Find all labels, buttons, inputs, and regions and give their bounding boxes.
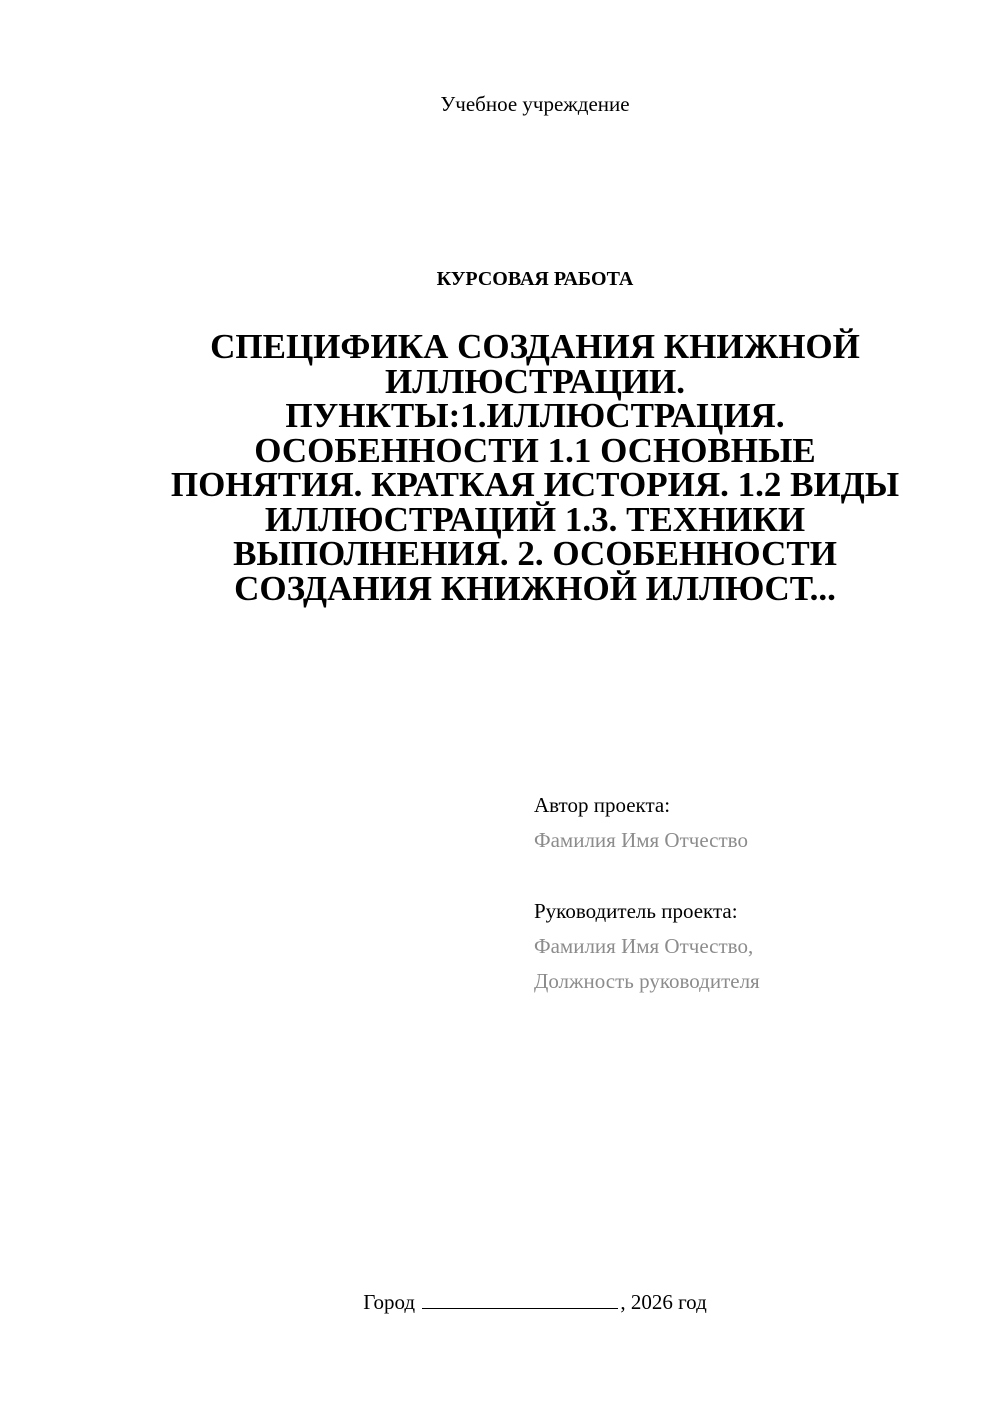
city-blank-line (422, 1290, 618, 1309)
author-label: Автор проекта: (534, 793, 671, 817)
work-type-heading: КУРСОВАЯ РАБОТА (436, 268, 634, 290)
people-block (534, 788, 760, 999)
city-label: Город (363, 1290, 416, 1314)
supervisor-label: Руководитель проекта: (534, 899, 738, 923)
supervisor-position: Должность руководителя (534, 969, 760, 993)
city-year-line (0, 1290, 1000, 1315)
work-title: СПЕЦИФИКА СОЗДАНИЯ КНИЖНОЙ ИЛЛЮСТРАЦИИ. ПУНКТЫ:1.ИЛЛЮСТРАЦИЯ. ОСОБЕННОСТИ 1.1 ОСНОВНЫЕ ПОНЯТИЯ. КРАТКАЯ ИСТОРИЯ. 1.2 ВИДЫ ИЛЛЮСТРАЦИЙ 1.3. ТЕХНИКИ ВЫПОЛНЕНИЯ. 2. ОСОБЕННОСТИ СОЗДАНИЯ КНИЖНОЙ ИЛЛЮСТ... (170, 327, 900, 608)
year-label: , 2026 год (620, 1290, 707, 1314)
institution-name: Учебное учреждение (440, 92, 630, 116)
author-name: Фамилия Имя Отчество (534, 828, 748, 852)
people-spacer (534, 858, 760, 894)
supervisor-name: Фамилия Имя Отчество, (534, 934, 754, 958)
